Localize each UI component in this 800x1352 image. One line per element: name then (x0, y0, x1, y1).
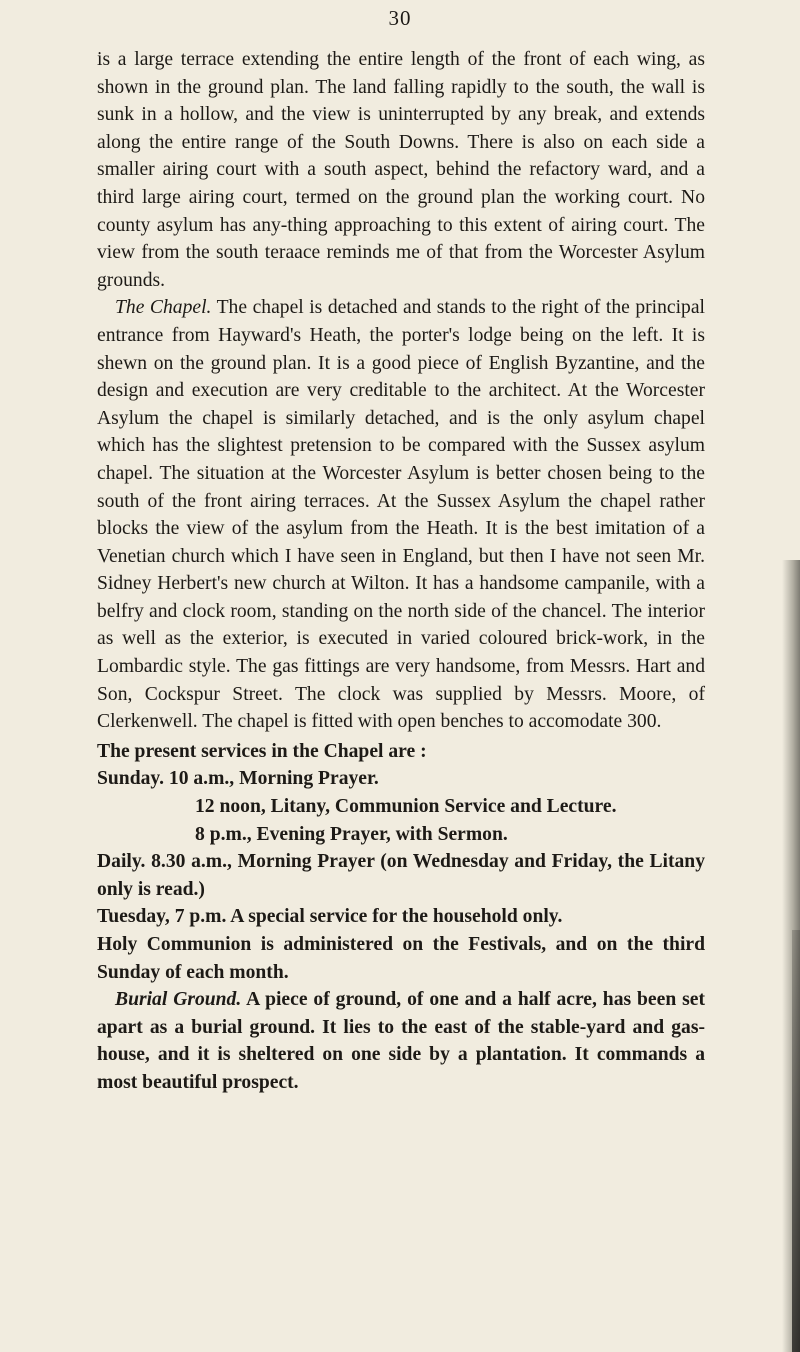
paragraph-terrace: is a large terrace extending the entire length of the front of each wing, as shown in the ground plan. The land falling rapidly to the south, the wall is sunk in a hollow, and the view is uninterrupted by any break, and extends along the entire range of the South Downs. There is also on each side a smaller airing court with a south aspect, behind the refactory ward, and a third large airing court, termed on the ground plan the working court. No county asylum has any-thing approaching to this extent of airing court. The view from the south teraace reminds me of that from the Worcester Asylum grounds. (97, 49, 705, 291)
paragraph-chapel (97, 294, 705, 736)
page-edge-dark (792, 930, 800, 1352)
service-sunday-morning: Sunday. 10 a.m., Morning Prayer. (97, 768, 379, 790)
service-sunday-noon: 12 noon, Litany, Communion Service and Lecture. (195, 796, 617, 818)
page-body (97, 46, 705, 1097)
chapel-body-text: The chapel is detached and stands to the right of the principal entrance from Hayward's Heath, the porter's lodge being on the left. It is shewn on the ground plan. It is a good piece of English Byzantine, and the design and execution are very creditable to the architect. At the Worcester Asylum the chapel is similarly detached, and is the only asylum chapel which has the slightest pretension to be compared with the Sussex asylum chapel. The situation at the Worcester Asylum is better chosen being to the south of the front airing terraces. At the Sussex Asylum the chapel rather blocks the view of the asylum from the Heath. It is the best imitation of a Venetian church which I have seen in England, but then I have not seen Mr. Sidney Herbert's new church at Wilton. It has a handsome campanile, with a belfry and clock room, standing on the north side of the chancel. The interior as well as the exterior, is executed in varied coloured brick-work, in the Lombardic style. The gas fittings are very handsome, from Messrs. Hart and Son, Cockspur Street. The clock was supplied by Messrs. Moore, of Clerkenwell. The chapel is fitted with open benches to accomodate 300. (97, 297, 705, 733)
service-sunday-evening: 8 p.m., Evening Prayer, with Sermon. (195, 823, 508, 845)
services-intro: The present services in the Chapel are : (97, 740, 427, 762)
heading-the-chapel: The Chapel. (115, 297, 212, 319)
service-daily: Daily. 8.30 a.m., Morning Prayer (on Wednesday and Friday, the Litany only is read.) (97, 851, 705, 900)
burial-body-text: A piece of ground, of one and a half acre, has been set apart as a burial ground. It lies to the east of the stable-yard and gas-house, and it is sheltered on one side by a plantation. It commands a most beautiful prospect. (97, 989, 705, 1093)
services-list (97, 738, 705, 986)
heading-burial-ground: Burial Ground. (115, 989, 242, 1011)
paragraph-burial-ground (97, 986, 705, 1096)
page-number: 30 (388, 6, 412, 30)
service-holy-communion: Holy Communion is administered on the Festivals, and on the third Sunday of each month. (97, 934, 705, 983)
service-tuesday: Tuesday, 7 p.m. A special service for the household only. (97, 906, 563, 928)
